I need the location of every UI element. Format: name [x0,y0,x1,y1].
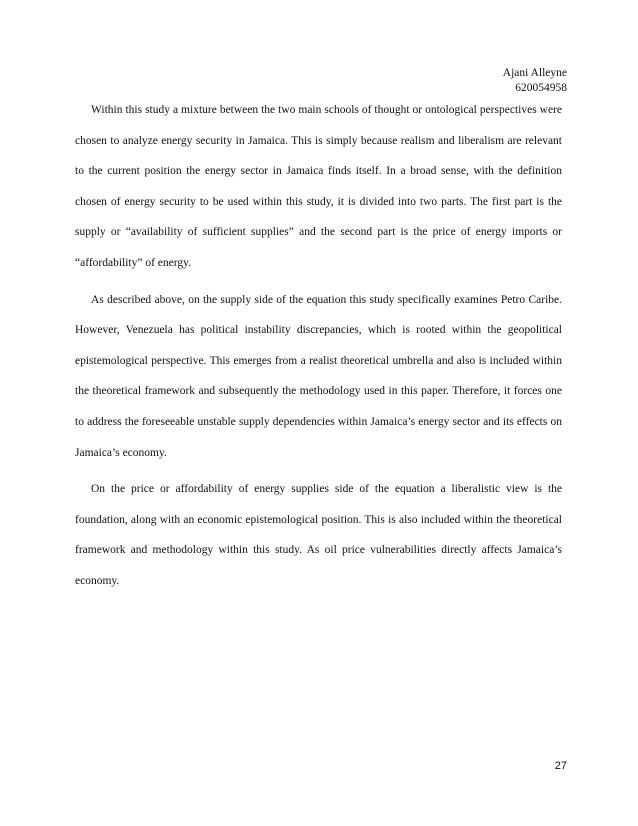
page-header [503,66,567,96]
student-id: 620054958 [515,82,567,94]
paragraph-1: Within this study a mixture between the two main schools of thought or ontological perspectives were chosen to analyze energy security in Jamaica. This is simply because realism and liberalism are relevant to the current position the energy sector in Jamaica finds itself. In a broad sense, with the definition chosen of energy security to be used within this study, it is divided into two parts. The first part is the supply or “availability of sufficient supplies” and the second part is the price of energy imports or “affordability” of energy. [75,104,562,269]
document-body [75,95,562,597]
author-name: Ajani Alleyne [502,67,567,79]
page-number: 27 [554,760,567,772]
paragraph-2: As described above, on the supply side of the equation this study specifically examines Petro Caribe. However, Venezuela has political instability discrepancies, which is rooted within the geopolitical epistemological perspective. This emerges from a realist theoretical umbrella and also is included within the theoretical framework and subsequently the methodology used in this paper. Therefore, it forces one to address the foreseeable unstable supply dependencies within Jamaica’s energy sector and its effects on Jamaica’s economy. [75,293,562,459]
paragraph-3: On the price or affordability of energy supplies side of the equation a liberalistic view is the foundation, along with an economic epistemological position. This is also included within the theoretical framework and methodology within this study. As oil price vulnerabilities directly affects Jamaica’s economy. [75,483,562,587]
